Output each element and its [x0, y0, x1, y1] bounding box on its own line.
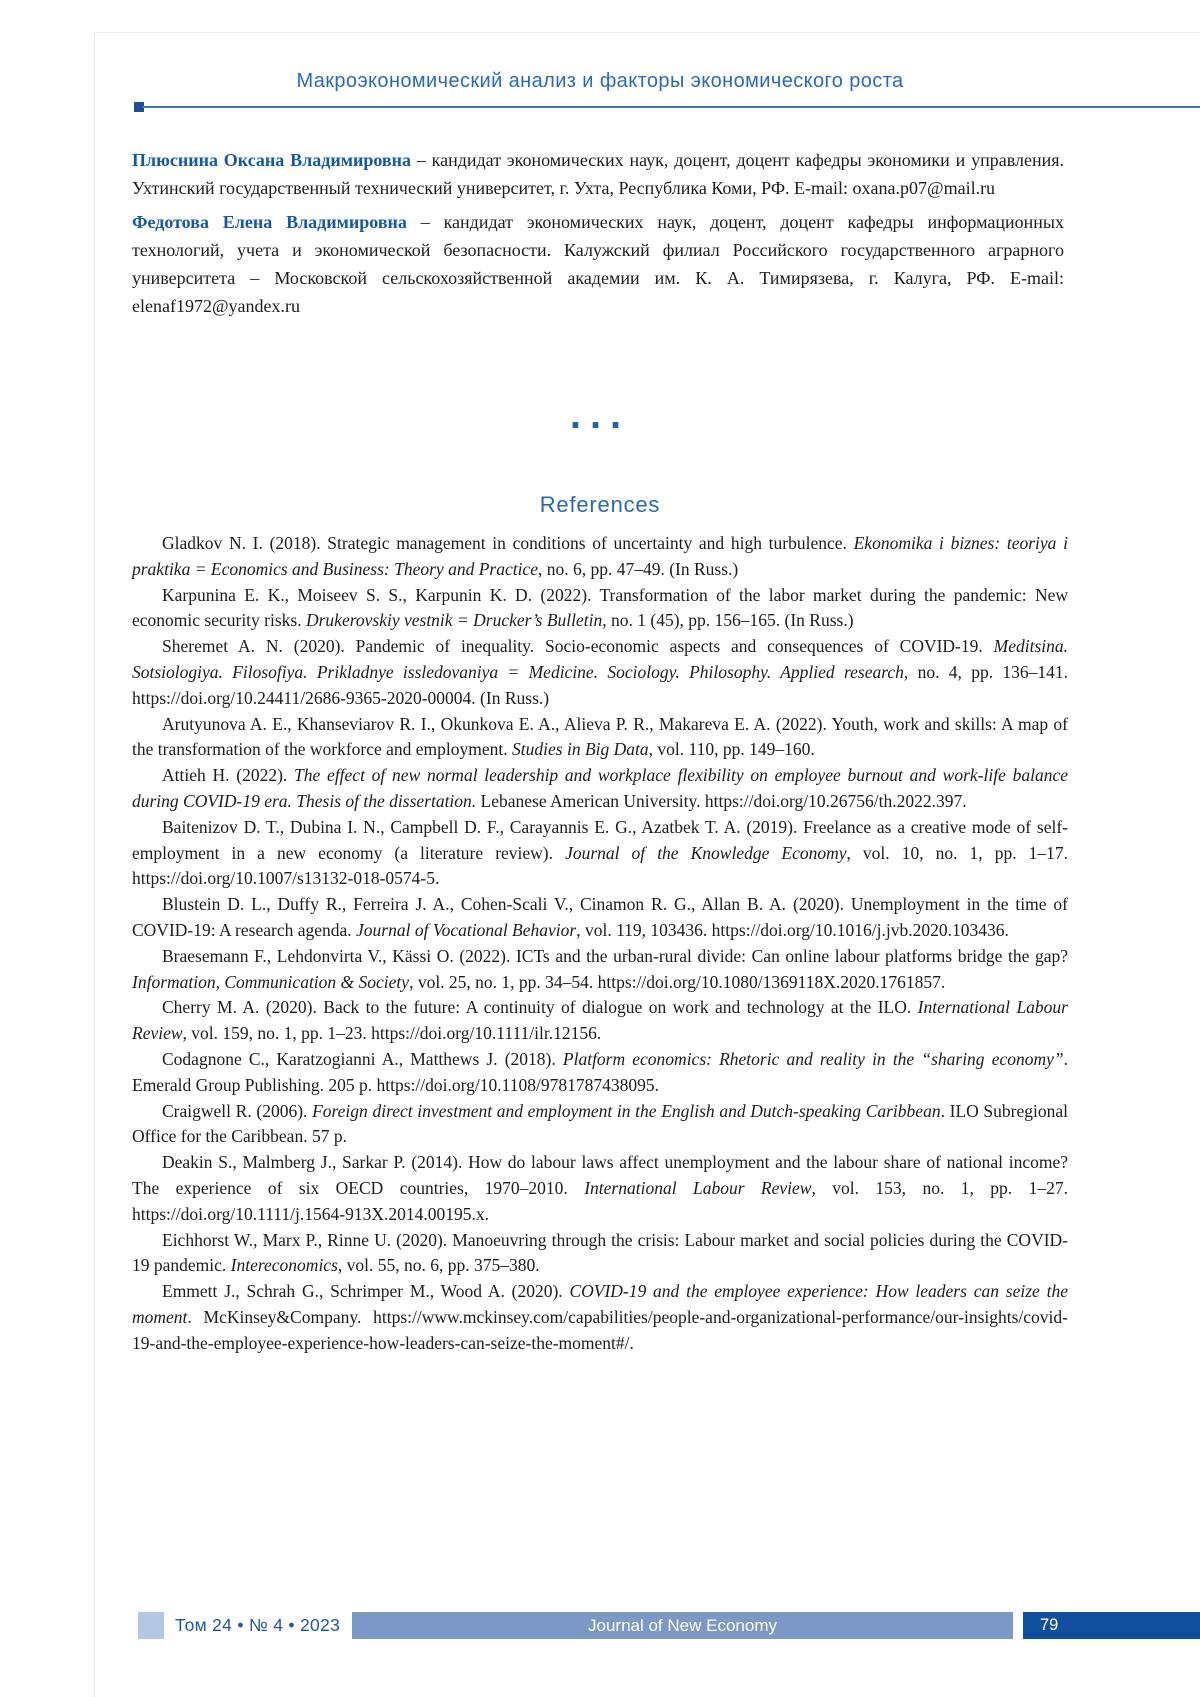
reference-italic-segment: Foreign direct investment and employment in the English and Dutch-speaking Caribbean: [312, 1100, 941, 1121]
reference-text-segment: Cherry M. A. (2020). Back to the future: A continuity of dialogue on work and technology at the ILO.: [162, 997, 918, 1018]
reference-italic-segment: Journal of Vocational Behavior: [356, 919, 577, 940]
reference-text-segment: , no. 6, pp. 47–49. (In Russ.): [537, 558, 739, 579]
reference-text-segment: , vol. 119, 103436. https://doi.org/10.1016/j.jvb.2020.103436.: [576, 919, 1009, 940]
reference-text-segment: Craigwell R. (2006).: [162, 1100, 313, 1121]
reference-italic-segment: Journal of the Knowledge Economy: [565, 842, 847, 863]
reference-text-segment: , no. 1 (45), pp. 156–165. (In Russ.): [602, 610, 854, 631]
reference-entry: [132, 944, 1068, 996]
page-number-box: [1023, 1612, 1200, 1639]
reference-text-segment: Karpunina E. K., Moiseev S. S., Karpunin K. D. (2022). Transformation of the labor market during the pandemic: New economic security risks.: [132, 584, 1068, 631]
reference-entry: [132, 583, 1068, 635]
author-bio: [132, 208, 1064, 320]
reference-entry: [132, 763, 1068, 815]
reference-entry: [132, 995, 1068, 1047]
reference-italic-segment: International Labour Review: [584, 1177, 812, 1198]
author-bio-text: – кандидат экономических наук, доцент, доцент кафедры информационных технологий, учета и экономической безопасности. Калужский филиал Российского государственного аграрного университета – Московской сельскохозяйственной академии им. К. А. Тимирязева, г. Калуга, РФ. E-mail: elenaf1972@yandex.ru: [132, 212, 1064, 316]
reference-text-segment: , vol. 55, no. 6, pp. 375–380.: [337, 1255, 540, 1276]
reference-text-segment: . McKinsey&Company. https://www.mckinsey.com/capabilities/people-and-organizational-performance/our-insights/covid-19-and-the-employee-experience-how-leaders-can-seize-the-moment#/.: [132, 1306, 1068, 1353]
reference-italic-segment: Drukerovskiy vestnik = Drucker’s Bulletin: [305, 610, 603, 631]
reference-entry: [132, 531, 1068, 583]
journal-name: Journal of New Economy: [588, 1616, 777, 1635]
reference-italic-segment: International Labour Review: [132, 997, 1068, 1044]
reference-text-segment: Codagnone C., Karatzogianni A., Matthews J. (2018).: [162, 1048, 563, 1069]
reference-text-segment: , vol. 153, no. 1, pp. 1–27. https://doi.org/10.1111/j.1564-913X.2014.00195.x.: [132, 1177, 1068, 1224]
journal-name-bar: [352, 1612, 1013, 1639]
references-heading: References: [539, 492, 661, 517]
page-edge-top: [94, 32, 1200, 33]
reference-entry: [132, 1228, 1068, 1280]
reference-text-segment: Blustein D. L., Duffy R., Ferreira J. A., Cohen-Scali V., Cinamon R. G., Allan B. A. (2020). Unemployment in the time of COVID-19: A research agenda.: [132, 894, 1068, 940]
reference-italic-segment: Meditsina. Sotsiologiya. Filosofiya. Prikladnye issledovaniya = Medicine. Sociology. Philosophy. Applied research,: [132, 636, 1068, 682]
reference-text-segment: Eichhorst W., Marx P., Rinne U. (2020). Manoeuvring through the crisis: Labour market and social policies during the COVID-19 pandemic.: [132, 1229, 1068, 1276]
authors-section: [132, 146, 1064, 320]
reference-text-segment: Arutyunova A. E., Khanseviarov R. I., Okunkova E. A., Alieva P. R., Makareva E. A. (2022). Youth, work and skills: A map of the transformation of the workforce and employment.: [132, 713, 1068, 760]
volume-issue-label: Том 24 • № 4 • 2023: [175, 1615, 341, 1635]
reference-italic-segment: Ekonomika i biznes: teoriya i praktika = Economics and Business: Theory and Practice: [132, 533, 1068, 579]
author-name: Федотова Елена Владимировна: [132, 212, 407, 232]
reference-italic-segment: The effect of new normal leadership and workplace flexibility on employee burnout and work-life balance during COVID-19 era. Thesis of the dissertation.: [132, 765, 1068, 811]
section-separator-dots: ...: [569, 393, 631, 437]
reference-text-segment: no. 4, pp. 136–141. https://doi.org/10.24411/2686-9365-2020-00004. (In Russ.): [132, 661, 1069, 708]
reference-text-segment: . ILO Subregional Office for the Caribbean. 57 p.: [132, 1100, 1068, 1147]
reference-italic-segment: Intereconomics: [230, 1255, 338, 1276]
reference-text-segment: Gladkov N. I. (2018). Strategic management in conditions of uncertainty and high turbulence.: [162, 533, 854, 553]
header-rule: [142, 106, 1200, 108]
reference-text-segment: Sheremet A. N. (2020). Pandemic of inequality. Socio-economic aspects and consequences of COVID-19.: [162, 636, 994, 657]
reference-text-segment: Baitenizov D. T., Dubina I. N., Campbell D. F., Carayannis E. G., Azatbek T. A. (2019). Freelance as a creative mode of self-employment in a new economy (a literature review).: [132, 816, 1068, 863]
footer-accent-square: [138, 1612, 164, 1639]
reference-text-segment: Deakin S., Malmberg J., Sarkar P. (2014). How do labour laws affect unemployment and the labour share of national income? The experience of six OECD countries, 1970–2010.: [132, 1152, 1068, 1198]
reference-entry: [132, 1099, 1068, 1151]
reference-italic-segment: Platform economics: Rhetoric and reality in the “sharing economy”: [562, 1048, 1064, 1069]
reference-entry: [132, 1150, 1068, 1227]
reference-entry: [132, 634, 1068, 711]
author-name: Плюснина Оксана Владимировна: [132, 150, 411, 170]
references-list: [132, 531, 1068, 1357]
reference-italic-segment: Studies in Big Data: [512, 739, 649, 760]
author-bio-text: – кандидат экономических наук, доцент, доцент кафедры экономики и управления. Ухтинский государственный технический университет, г. Ухта, Республика Коми, РФ. E-mail: oxana.p07@mail.ru: [132, 150, 1064, 198]
reference-text-segment: Braesemann F., Lehdonvirta V., Kässi O. (2022). ICTs and the urban-rural divide: Can online labour platforms bridge the gap?: [162, 945, 1068, 966]
reference-entry: [132, 712, 1068, 764]
reference-italic-segment: Information, Communication & Society: [132, 971, 410, 992]
reference-text-segment: , vol. 10, no. 1, pp. 1–17. https://doi.org/10.1007/s13132-018-0574-5.: [132, 842, 1068, 889]
reference-text-segment: , vol. 159, no. 1, pp. 1–23. https://doi.org/10.1111/ilr.12156.: [182, 1023, 602, 1044]
reference-entry: [132, 1047, 1068, 1099]
reference-text-segment: Attieh H. (2022).: [162, 765, 295, 786]
reference-entry: [132, 1279, 1068, 1356]
reference-entry: [132, 815, 1068, 892]
author-bio: [132, 146, 1064, 202]
reference-text-segment: Lebanese American University. https://doi.org/10.26756/th.2022.397.: [476, 790, 967, 811]
reference-text-segment: Emmett J., Schrah G., Schrimper M., Wood A. (2020).: [162, 1281, 570, 1302]
page-edge-left: [94, 32, 95, 1697]
page-footer: [0, 1612, 1200, 1639]
reference-italic-segment: COVID-19 and the employee experience: How leaders can seize the moment: [132, 1281, 1068, 1327]
running-title: Макроэкономический анализ и факторы экономического роста: [296, 70, 904, 92]
reference-text-segment: . Emerald Group Publishing. 205 p. https://doi.org/10.1108/9781787438095.: [132, 1048, 1068, 1095]
reference-entry: [132, 892, 1068, 944]
page-number: 79: [1040, 1616, 1059, 1634]
reference-text-segment: , vol. 110, pp. 149–160.: [648, 739, 815, 760]
reference-text-segment: , vol. 25, no. 1, pp. 34–54. https://doi.org/10.1080/1369118X.2020.1761857.: [409, 971, 946, 992]
